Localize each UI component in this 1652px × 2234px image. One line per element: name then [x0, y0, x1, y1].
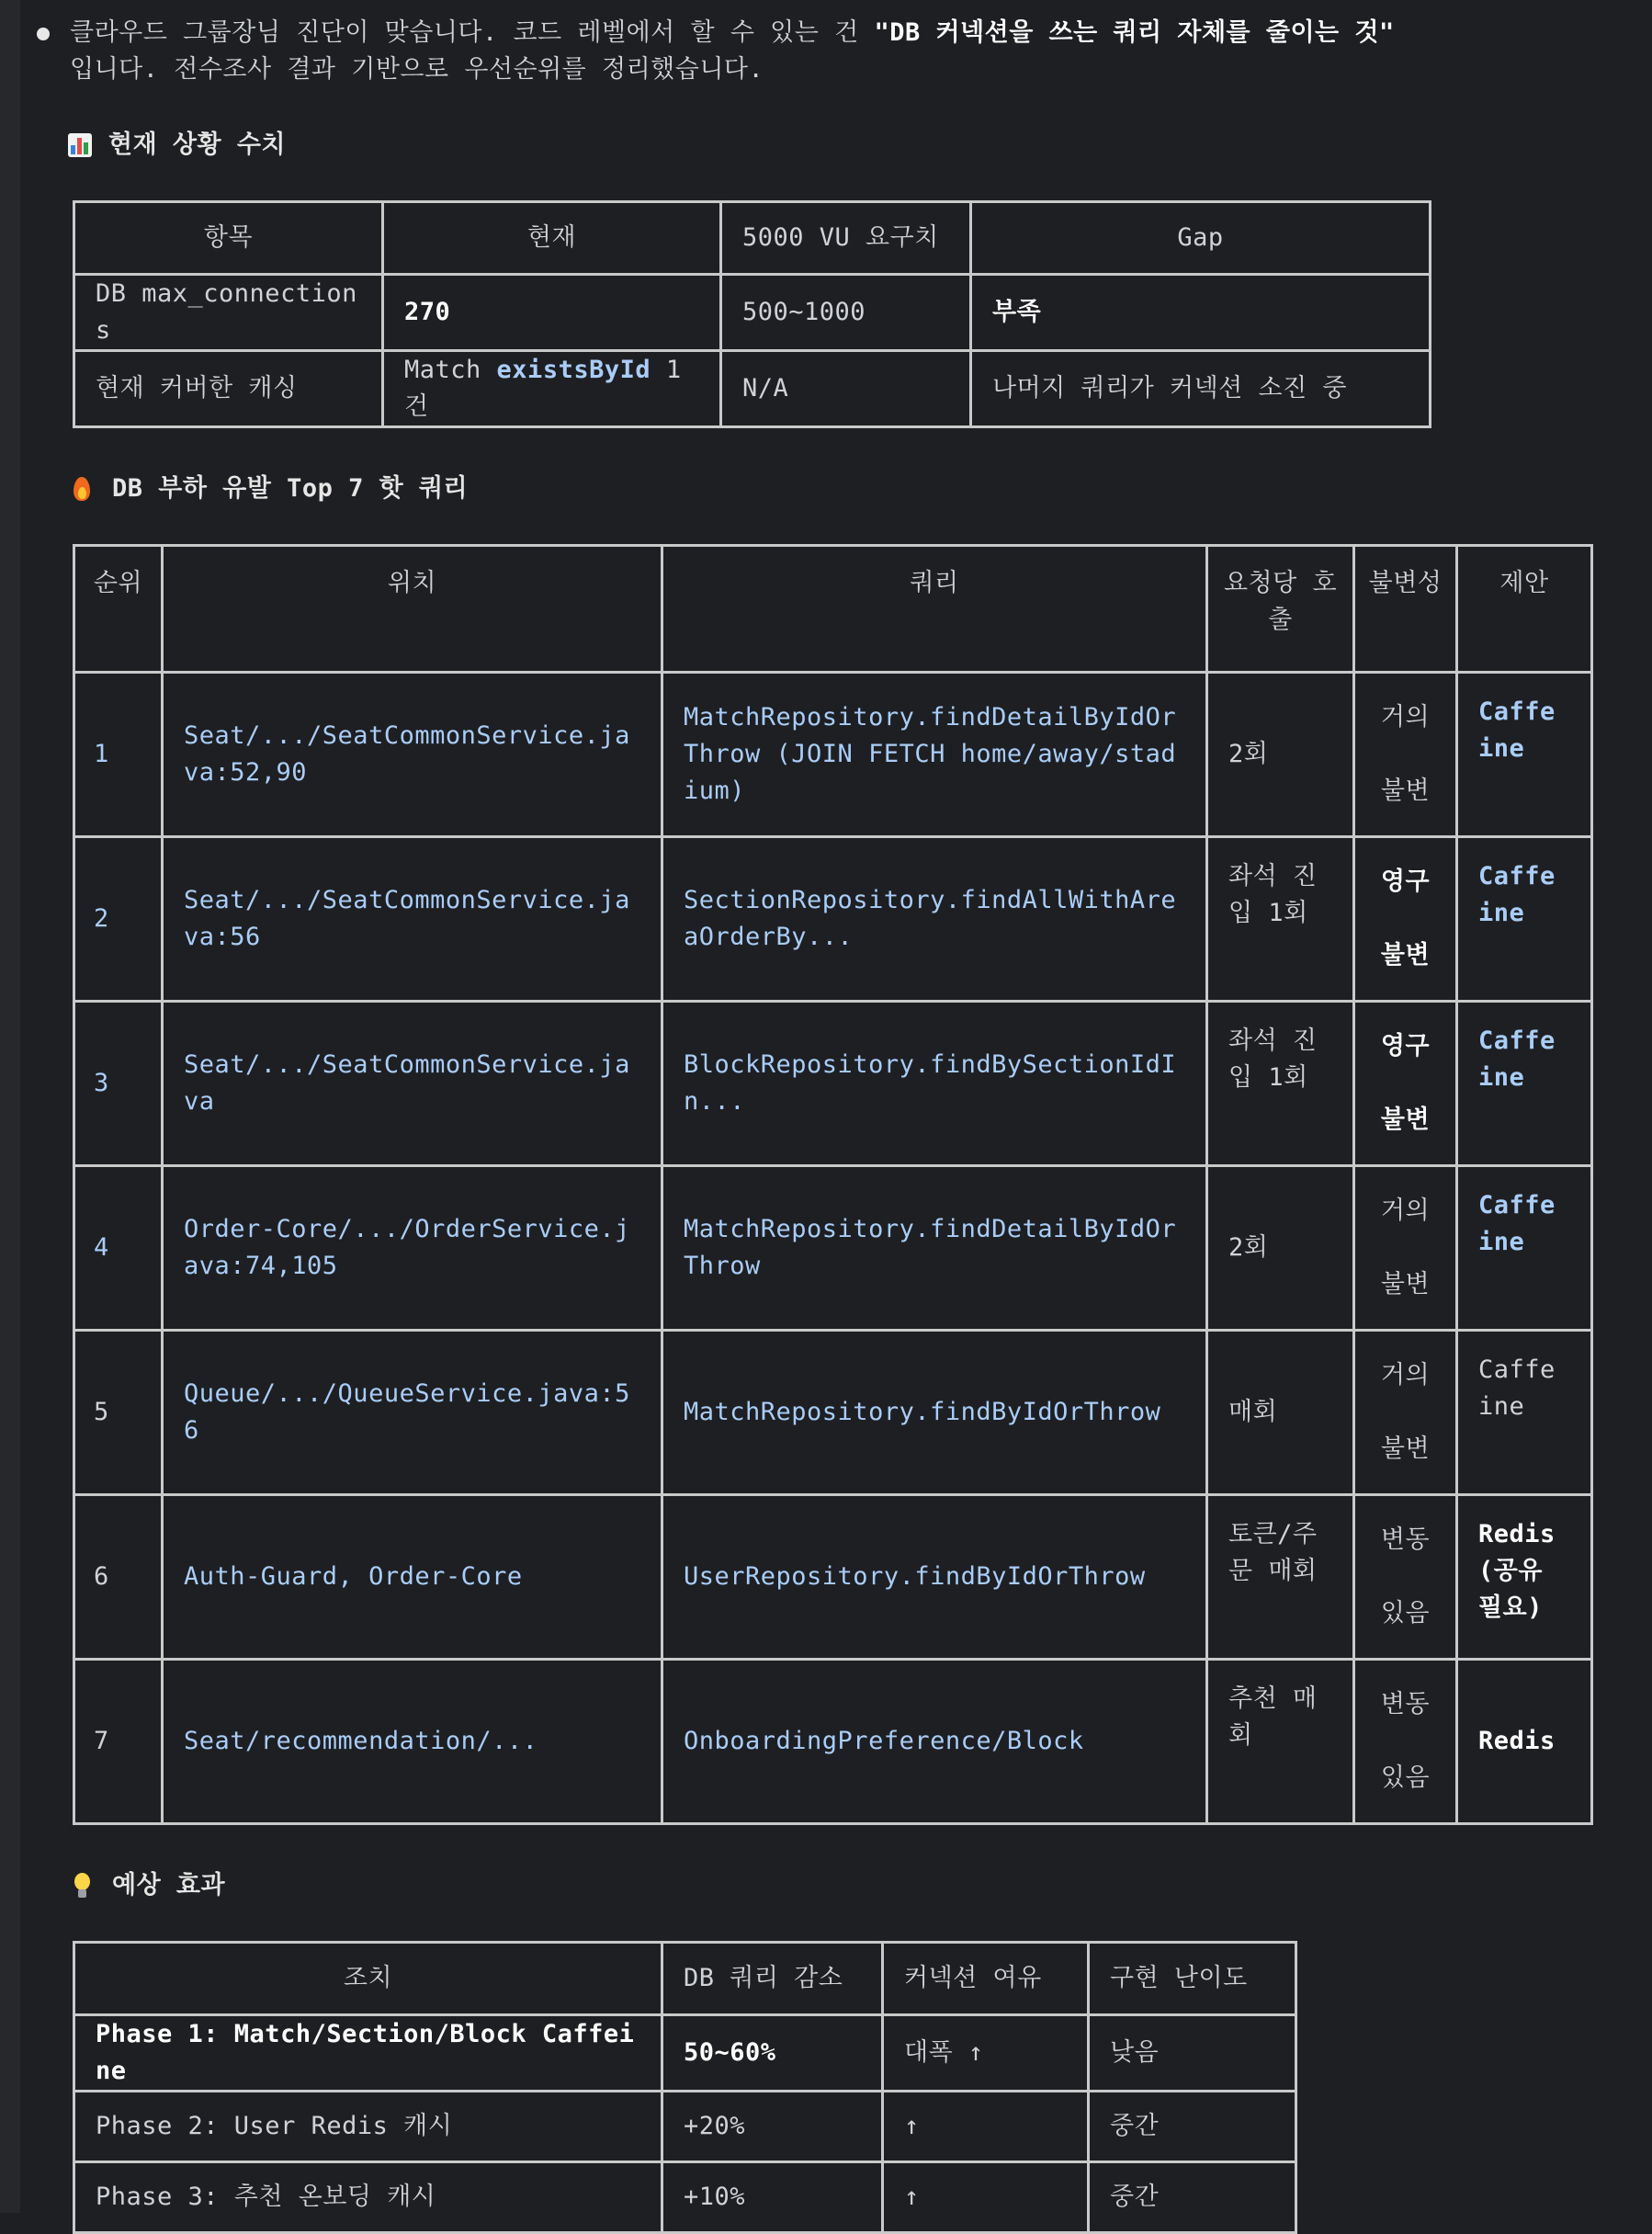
table-cell: Phase 1: Match/Section/Block Caffeine	[74, 2015, 662, 2092]
proposal-cell: Caffeine	[1457, 1331, 1592, 1495]
rank-cell: 1	[74, 673, 163, 837]
expected-effect-table	[73, 1941, 1297, 2234]
mutability-text: 거의	[1380, 1196, 1431, 1225]
rank-cell: 5	[74, 1331, 163, 1495]
mutability-text: 있음	[1380, 1599, 1431, 1627]
mutability-text: 불변	[1380, 941, 1431, 970]
calls-cell: 2회	[1207, 673, 1354, 837]
section-title: 현재 상황 수치	[108, 130, 287, 159]
calls-cell: 좌석 진입 1회	[1207, 837, 1354, 1002]
calls-cell: 매회	[1207, 1331, 1354, 1495]
mutability-cell	[1354, 673, 1457, 837]
intro-paragraph	[37, 15, 1626, 88]
inline-code: existsById	[496, 356, 651, 384]
proposal-text: Redis (공유 필요)	[1478, 1520, 1556, 1622]
location-cell: Seat/recommendation/...	[163, 1660, 662, 1824]
rank-cell: 3	[74, 1002, 163, 1166]
hot-query-table	[73, 544, 1593, 1825]
table-cell: Phase 3: 추천 온보딩 캐시	[74, 2162, 662, 2233]
column-header: 항목	[74, 202, 383, 275]
mutability-text: 거의	[1380, 1361, 1431, 1389]
table-cell: ↑	[883, 2092, 1089, 2162]
rank-cell: 6	[74, 1495, 163, 1660]
cell-text: Match	[404, 356, 497, 384]
mutability-text: 영구	[1380, 1032, 1431, 1060]
section-heading-expected-effect	[68, 1865, 1626, 1906]
mutability-text: 변동	[1380, 1690, 1431, 1718]
table-cell: 낮음	[1089, 2015, 1296, 2092]
query-cell: OnboardingPreference/Block	[662, 1660, 1207, 1824]
proposal-cell: Caffeine	[1457, 1002, 1592, 1166]
column-header: 제안	[1457, 546, 1592, 673]
mutability-text: 거의	[1380, 703, 1431, 731]
query-cell: UserRepository.findByIdOrThrow	[662, 1495, 1207, 1660]
table-cell: 500~1000	[721, 275, 971, 351]
query-cell: MatchRepository.findByIdOrThrow	[662, 1331, 1207, 1495]
mutability-text: 불변	[1380, 1435, 1431, 1463]
table-row	[74, 837, 1592, 1002]
query-cell: MatchRepository.findDetailByIdOrThrow (JOIN FETCH home/away/stadium)	[662, 673, 1207, 837]
section-heading-status	[68, 125, 1626, 165]
section-title: DB 부하 유발 Top 7 핫 쿼리	[112, 474, 469, 503]
mutability-text: 있음	[1380, 1763, 1431, 1792]
intro-emphasis: "DB 커넥션을 쓰는 쿼리 자체를 줄이는 것"	[874, 18, 1395, 47]
table-cell: 부족	[971, 275, 1431, 351]
table-row	[74, 2015, 1296, 2092]
mutability-cell	[1354, 1002, 1457, 1166]
table-cell: DB max_connections	[74, 275, 383, 351]
column-header: DB 쿼리 감소	[662, 1943, 883, 2015]
mutability-text: 불변	[1380, 1106, 1431, 1134]
table-header-row	[74, 1943, 1296, 2015]
location-cell: Order-Core/.../OrderService.java:74,105	[163, 1166, 662, 1331]
cell-text: 1건	[404, 356, 682, 421]
status-table	[73, 200, 1431, 428]
table-cell: 나머지 쿼리가 커넥션 소진 중	[971, 351, 1431, 427]
proposal-cell: Redis	[1457, 1660, 1592, 1824]
table-row	[74, 1002, 1592, 1166]
location-cell: Seat/.../SeatCommonService.java:52,90	[163, 673, 662, 837]
column-header: Gap	[971, 202, 1431, 275]
table-cell: +10%	[662, 2162, 883, 2233]
rank-cell: 2	[74, 837, 163, 1002]
column-header: 순위	[74, 546, 163, 673]
location-cell: Seat/.../SeatCommonService.java	[163, 1002, 662, 1166]
calls-cell: 추천 매회	[1207, 1660, 1354, 1824]
column-header: 현재	[383, 202, 721, 275]
location-cell: Seat/.../SeatCommonService.java:56	[163, 837, 662, 1002]
column-header: 요청당 호출	[1207, 546, 1354, 673]
mutability-cell	[1354, 1166, 1457, 1331]
left-gutter	[0, 0, 20, 2213]
column-header: 조치	[74, 1943, 662, 2015]
table-cell: N/A	[721, 351, 971, 427]
mutability-cell	[1354, 837, 1457, 1002]
table-cell: 중간	[1089, 2162, 1296, 2233]
column-header: 불변성	[1354, 546, 1457, 673]
location-cell: Queue/.../QueueService.java:56	[163, 1331, 662, 1495]
column-header: 위치	[163, 546, 662, 673]
table-row	[74, 673, 1592, 837]
column-header: 구현 난이도	[1089, 1943, 1296, 2015]
table-header-row	[74, 202, 1431, 275]
mutability-cell	[1354, 1660, 1457, 1824]
mutability-cell	[1354, 1495, 1457, 1660]
intro-text-2: 입니다. 전수조사 결과 기반으로 우선순위를 정리했습니다.	[70, 55, 764, 84]
table-cell: 중간	[1089, 2092, 1296, 2162]
table-cell: 대폭 ↑	[883, 2015, 1089, 2092]
table-row	[74, 2162, 1296, 2233]
light-bulb-icon	[68, 1872, 96, 1899]
intro-text-1: 클라우드 그룹장님 진단이 맞습니다. 코드 레벨에서 할 수 있는 건	[70, 18, 875, 47]
mutability-text: 영구	[1380, 868, 1431, 896]
calls-cell: 좌석 진입 1회	[1207, 1002, 1354, 1166]
table-row	[74, 275, 1431, 351]
proposal-cell: Caffeine	[1457, 837, 1592, 1002]
column-header: 5000 VU 요구치	[721, 202, 971, 275]
column-header: 쿼리	[662, 546, 1207, 673]
table-row	[74, 1660, 1592, 1824]
mutability-text: 불변	[1380, 777, 1431, 805]
query-cell: SectionRepository.findAllWithAreaOrderBy...	[662, 837, 1207, 1002]
fire-icon	[68, 475, 96, 503]
rank-cell: 7	[74, 1660, 163, 1824]
table-cell: 50~60%	[662, 2015, 883, 2092]
calls-cell: 토큰/주문 매회	[1207, 1495, 1354, 1660]
location-cell: Auth-Guard, Order-Core	[163, 1495, 662, 1660]
mutability-text: 변동	[1380, 1525, 1431, 1554]
bullet-icon	[37, 28, 50, 40]
bar-chart-icon	[68, 133, 92, 157]
table-cell	[383, 351, 721, 427]
table-row	[74, 2092, 1296, 2162]
table-cell: +20%	[662, 2092, 883, 2162]
query-cell: BlockRepository.findBySectionIdIn...	[662, 1002, 1207, 1166]
mutability-cell	[1354, 1331, 1457, 1495]
proposal-cell	[1457, 1495, 1592, 1660]
table-cell: 현재 커버한 캐싱	[74, 351, 383, 427]
proposal-cell: Caffeine	[1457, 673, 1592, 837]
section-heading-hot-queries	[68, 469, 1626, 509]
rank-cell: 4	[74, 1166, 163, 1331]
table-cell: Phase 2: User Redis 캐시	[74, 2092, 662, 2162]
table-header-row	[74, 546, 1592, 673]
table-cell: ↑	[883, 2162, 1089, 2233]
proposal-cell: Caffeine	[1457, 1166, 1592, 1331]
query-cell: MatchRepository.findDetailByIdOrThrow	[662, 1166, 1207, 1331]
table-cell: 270	[383, 275, 721, 351]
table-row	[74, 351, 1431, 427]
table-row	[74, 1166, 1592, 1331]
column-header: 커넥션 여유	[883, 1943, 1089, 2015]
section-title: 예상 효과	[112, 1871, 226, 1899]
mutability-text: 불변	[1380, 1270, 1431, 1298]
message-content	[37, 15, 1626, 2234]
calls-cell: 2회	[1207, 1166, 1354, 1331]
table-row	[74, 1331, 1592, 1495]
table-row	[74, 1495, 1592, 1660]
